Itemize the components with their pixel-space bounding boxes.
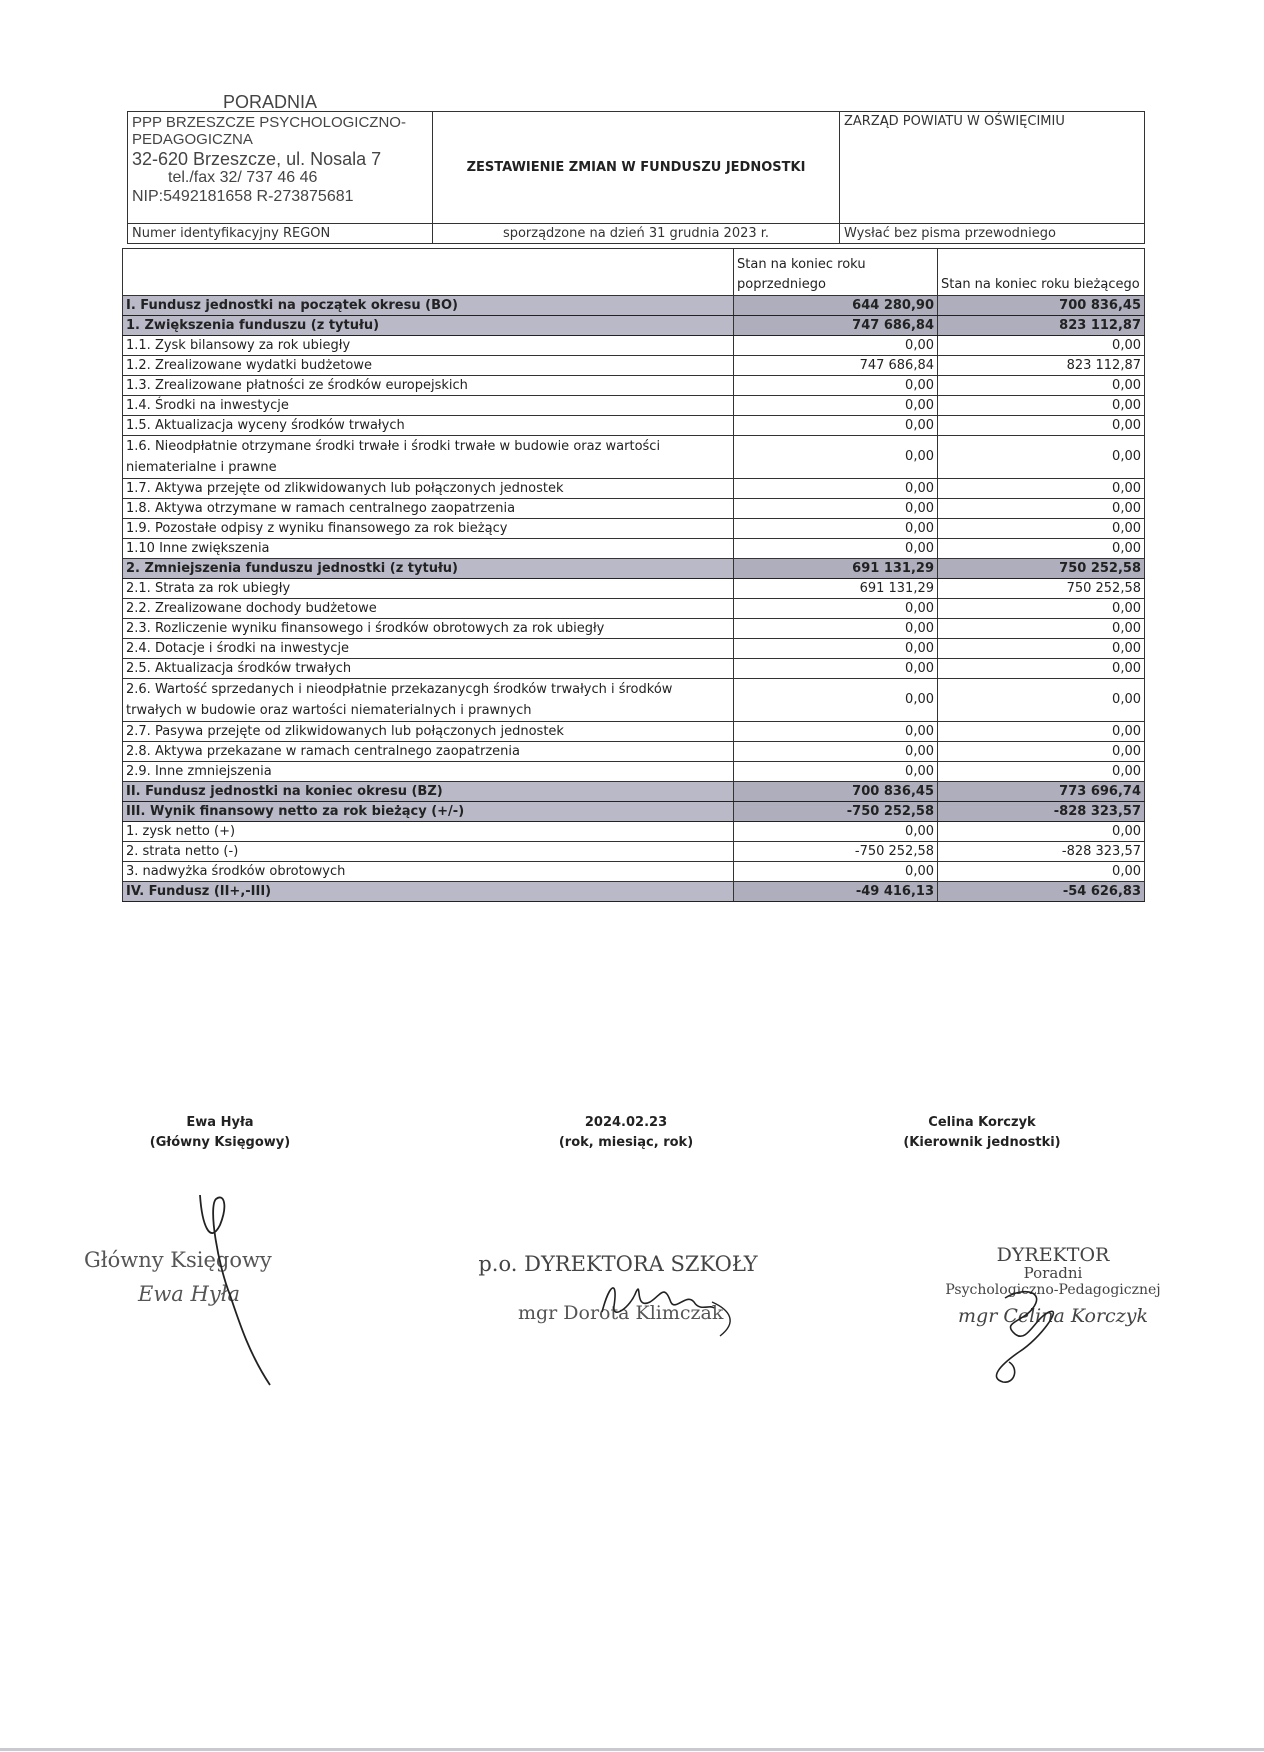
current-year-value: -828 323,57 [938,842,1145,862]
prev-year-value: 0,00 [734,436,938,479]
table-row [123,519,1145,539]
current-year-value: 0,00 [938,376,1145,396]
row-label: 2.5. Aktualizacja środków trwałych [123,659,734,679]
row-label: 1.3. Zrealizowane płatności ze środków europejskich [123,376,734,396]
current-year-value: 0,00 [938,679,1145,722]
current-year-value: 773 696,74 [938,782,1145,802]
row-label: 1.5. Aktualizacja wyceny środków trwałych [123,416,734,436]
prev-year-value: 0,00 [734,659,938,679]
row-label: 2.8. Aktywa przekazane w ramach centralnego zaopatrzenia [123,742,734,762]
prev-year-value: -750 252,58 [734,842,938,862]
current-year-value: 0,00 [938,742,1145,762]
prev-year-value: 0,00 [734,499,938,519]
row-label: 2. strata netto (-) [123,842,734,862]
prev-year-value: 0,00 [734,519,938,539]
prev-year-value: 0,00 [734,336,938,356]
regon-label: Numer identyfikacyjny REGON [128,224,433,244]
prev-year-value: -49 416,13 [734,882,938,902]
date-format: (rok, miesiąc, rok) [558,1135,694,1150]
vice-director-signature [590,1262,740,1342]
current-year-value: 0,00 [938,539,1145,559]
prev-year-value: 747 686,84 [734,316,938,336]
director-line2: Poradni [1023,1264,1083,1282]
date-label: sporządzone na dzień 31 grudnia 2023 r. [433,224,840,244]
table-row [123,842,1145,862]
prev-year-value: 0,00 [734,679,938,722]
table-row [123,336,1145,356]
accountant-stamp-line2: Ewa Hyła [138,1282,241,1306]
signature-caption-left [90,1113,350,1153]
prev-year-value: 644 280,90 [734,296,938,316]
row-label: 1.7. Aktywa przejęte od zlikwidowanych lub połączonych jednostek [123,479,734,499]
fund-changes-table [122,248,1145,902]
table-row [123,639,1145,659]
stamp-line-4: NIP:5492181658 R-273875681 [132,187,354,205]
prev-year-value: 0,00 [734,742,938,762]
row-label: 1.2. Zrealizowane wydatki budżetowe [123,356,734,376]
row-label: 1.9. Pozostałe odpisy z wyniku finansowego za rok bieżący [123,519,734,539]
prev-year-value: 0,00 [734,722,938,742]
document-title: ZESTAWIENIE ZMIAN W FUNDUSZU JEDNOSTKI [433,112,840,224]
accountant-stamp-line1: Główny Księgowy [84,1248,272,1272]
table-row [123,659,1145,679]
row-label: 2.1. Strata za rok ubiegły [123,579,734,599]
current-year-value: 0,00 [938,862,1145,882]
row-label: 1.8. Aktywa otrzymane w ramach centralnego zaopatrzenia [123,499,734,519]
row-label: I. Fundusz jednostki na początek okresu (BO) [123,296,734,316]
director-line4: mgr Celina Korczyk [958,1305,1148,1327]
row-label: 1.4. Środki na inwestycje [123,396,734,416]
prev-year-value: -750 252,58 [734,802,938,822]
row-label: 2.4. Dotacje i środki na inwestycje [123,639,734,659]
current-year-value: 700 836,45 [938,296,1145,316]
table-row [123,802,1145,822]
prev-year-value: 0,00 [734,416,938,436]
prev-year-value: 0,00 [734,376,938,396]
current-year-value: 0,00 [938,599,1145,619]
stamp-line-2: 32-620 Brzeszcze, ul. Nosala 7 [132,148,382,169]
current-year-value: 0,00 [938,619,1145,639]
row-label: IV. Fundusz (II+,-III) [123,882,734,902]
current-year-value: 0,00 [938,416,1145,436]
stamp-line-1: PPP BRZESZCZE PSYCHOLOGICZNO-PEDAGOGICZNA [132,114,406,149]
table-row [123,579,1145,599]
table-row [123,316,1145,336]
current-year-value: 0,00 [938,336,1145,356]
table-row [123,742,1145,762]
current-year-value: -54 626,83 [938,882,1145,902]
row-label: 2.2. Zrealizowane dochody budżetowe [123,599,734,619]
header-table [127,92,1145,244]
table-row [123,882,1145,902]
institution-stamp [128,92,433,224]
table-row [123,296,1145,316]
stamp-line-0: PORADNIA [223,92,318,112]
current-year-value: 0,00 [938,499,1145,519]
current-year-value: 823 112,87 [938,316,1145,336]
table-row [123,862,1145,882]
current-year-value: 0,00 [938,519,1145,539]
row-label: 2. Zmniejszenia funduszu jednostki (z tytułu) [123,559,734,579]
prev-year-value: 0,00 [734,539,938,559]
current-year-value: 0,00 [938,762,1145,782]
table-header-row [123,249,1145,296]
recipient: ZARZĄD POWIATU W OŚWIĘCIMIU [840,112,1145,224]
accountant-role: (Główny Księgowy) [149,1135,291,1150]
table-row [123,599,1145,619]
prev-year-value: 0,00 [734,862,938,882]
table-row [123,356,1145,376]
col-curr-header: Stan na koniec roku bieżącego [938,249,1145,296]
current-year-value: 0,00 [938,396,1145,416]
director-line1: DYREKTOR [996,1244,1110,1266]
current-year-value: 0,00 [938,659,1145,679]
row-label: 2.7. Pasywa przejęte od zlikwidowanych lub połączonych jednostek [123,722,734,742]
signature-caption-right [852,1113,1112,1153]
row-label: 1. Zwiększenia funduszu (z tytułu) [123,316,734,336]
table-row [123,619,1145,639]
table-row [123,436,1145,479]
signature-caption-middle [496,1113,756,1153]
row-label: 3. nadwyżka środków obrotowych [123,862,734,882]
row-label: 2.3. Rozliczenie wyniku finansowego i środków obrotowych za rok ubiegły [123,619,734,639]
current-year-value: 0,00 [938,436,1145,479]
row-label: III. Wynik finansowy netto za rok bieżący (+/-) [123,802,734,822]
prev-year-value: 0,00 [734,396,938,416]
table-row [123,499,1145,519]
current-year-value: 750 252,58 [938,579,1145,599]
accountant-name: Ewa Hyła [186,1115,254,1130]
manager-role: (Kierownik jednostki) [903,1135,1061,1150]
current-year-value: 823 112,87 [938,356,1145,376]
table-row [123,722,1145,742]
manager-name: Celina Korczyk [928,1115,1036,1130]
director-line3: Psychologiczno-Pedagogicznej [945,1282,1161,1298]
stamp-line-3: tel./fax 32/ 737 46 46 [168,169,318,187]
table-row [123,822,1145,842]
director-signature [975,1278,1085,1388]
header-label-cell [123,249,734,296]
current-year-value: 0,00 [938,479,1145,499]
row-label: 2.6. Wartość sprzedanych i nieodpłatnie przekazanycgh środków trwałych i środków trwałych w budowie oraz wartości niematerialnych i prawnych [123,679,734,722]
table-row [123,559,1145,579]
row-label: 1.6. Nieodpłatnie otrzymane środki trwałe i środki trwałe w budowie oraz wartości niematerialne i prawne [123,436,734,479]
vice-director-line2: mgr Dorota Klimczak [518,1302,724,1324]
prev-year-value: 0,00 [734,599,938,619]
table-row [123,762,1145,782]
table-row [123,782,1145,802]
table-row [123,479,1145,499]
row-label: 1. zysk netto (+) [123,822,734,842]
current-year-value: 0,00 [938,639,1145,659]
prev-year-value: 0,00 [734,479,938,499]
current-year-value: 750 252,58 [938,559,1145,579]
prev-year-value: 691 131,29 [734,559,938,579]
prev-year-value: 0,00 [734,619,938,639]
row-label: 1.10 Inne zwiększenia [123,539,734,559]
accountant-signature [180,1185,290,1390]
table-row [123,539,1145,559]
prev-year-value: 747 686,84 [734,356,938,376]
prev-year-value: 0,00 [734,762,938,782]
col-prev-header: Stan na koniec roku poprzedniego [734,249,938,296]
row-label: II. Fundusz jednostki na koniec okresu (BZ) [123,782,734,802]
table-row [123,376,1145,396]
send-label: Wysłać bez pisma przewodniego [840,224,1145,244]
date-value: 2024.02.23 [584,1115,668,1130]
prev-year-value: 691 131,29 [734,579,938,599]
prev-year-value: 700 836,45 [734,782,938,802]
table-row [123,396,1145,416]
row-label: 2.9. Inne zmniejszenia [123,762,734,782]
prev-year-value: 0,00 [734,639,938,659]
prev-year-value: 0,00 [734,822,938,842]
vice-director-line1: p.o. DYREKTORA SZKOŁY [478,1252,758,1276]
table-row [123,679,1145,722]
row-label: 1.1. Zysk bilansowy za rok ubiegły [123,336,734,356]
current-year-value: -828 323,57 [938,802,1145,822]
current-year-value: 0,00 [938,722,1145,742]
page-edge [0,1748,1264,1751]
current-year-value: 0,00 [938,822,1145,842]
table-row [123,416,1145,436]
